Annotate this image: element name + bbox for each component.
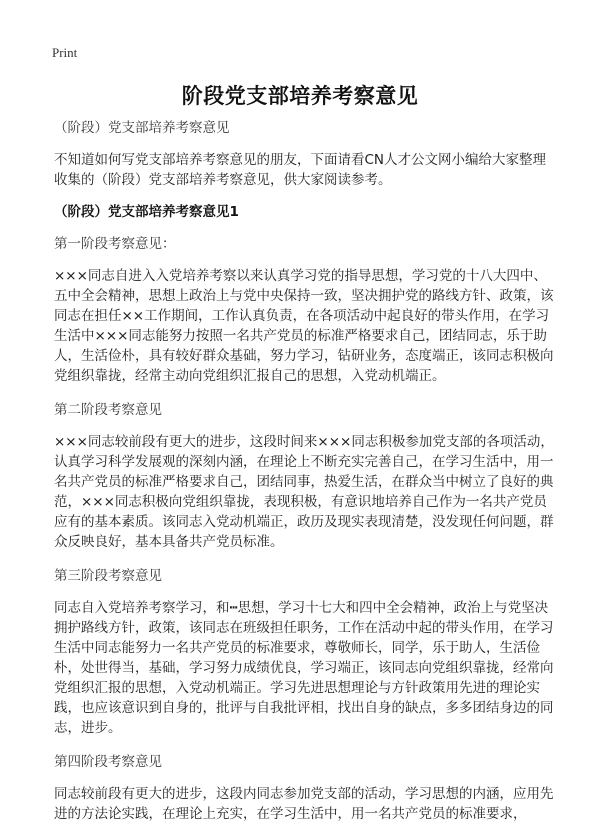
stage-1-body: ×××同志自进入入党培养考察以来认真学习党的指导思想，学习党的十八大四中、五中全会精神，思想上政治上与党中央保持一致，坚决拥护党的路线方针、政策，该同志在担任××工作期间，工作认真负责，在各项活动中起良好的带头作用，在学习生活中×××同志能努力按照一名共产党员的标准严格要求自己，团结同志，乐于助人，生活俭朴，具有较好群众基础，努力学习，钻研业务，态度端正，该同志积极向党组织靠拢，经常主动向党组织汇报自己的思想，入党动机端正。 — [54, 268, 554, 384]
stage-3-body: 同志自入党培养考察学习，和┅思想，学习十七大和四中全会精神，政治上与党坚决拥护路线方针，政策，该同志在班级担任职务，工作在活动中起的带头作用，在学习生活中同志能努力一名共产党员的标准要求，尊敬师长，同学，乐于助人，生活俭朴，处世得当，基础，学习努力成绩优良，学习端正，该同志向党组织靠拢，经常向党组织汇报的思想，入党动机端正。学习先进思想理论与方针政策用先进的理论实践，也应该意识到自身的，批评与自我批评相，找出自身的缺点，多多团结身边的同志，进步。 — [54, 600, 554, 736]
stage-2-heading: 第二阶段考察意见 — [54, 402, 162, 418]
stage-3-heading: 第三阶段考察意见 — [54, 568, 162, 584]
section-title: （阶段）党支部培养考察意见1 — [54, 204, 239, 220]
stage-2-body: ×××同志较前段有更大的进步，这段时间来×××同志积极参加党支部的各项活动，认真学习科学发展观的深刻内涵，在理论上不断充实完善自己，在学习生活中，用一名共产党员的标准严格要求自己，团结同事，热爱生活，在群众当中树立了良好的典范，×××同志积极向党组织靠拢，表现积极，有意识地培养自己作为一名共产党员应有的基本素质。该同志入党动机端正，政历及现实表现清楚，没发现任何问题，群众反映良好，基本具备共产党员标准。 — [54, 434, 554, 550]
print-label: Print — [52, 45, 78, 60]
document-subtitle: （阶段）党支部培养考察意见 — [54, 120, 230, 136]
stage-4-body: 同志较前段有更大的进步，这段内同志参加党支部的活动，学习思想的内涵，应用先进的方法论实践，在理论上充实，在学习生活中，用一名共产党员的标准要求， — [54, 786, 554, 822]
intro-paragraph: 不知道如何写党支部培养考察意见的朋友，下面请看CN人才公文网小编给大家整理收集的（阶段）党支部培养考察意见，供大家阅读参考。 — [54, 152, 547, 188]
stage-1-heading: 第一阶段考察意见： — [54, 236, 176, 252]
stage-4-heading: 第四阶段考察意见 — [54, 754, 162, 770]
document-title: 阶段党支部培养考察意见 — [181, 84, 419, 108]
document-body — [54, 118, 554, 838]
